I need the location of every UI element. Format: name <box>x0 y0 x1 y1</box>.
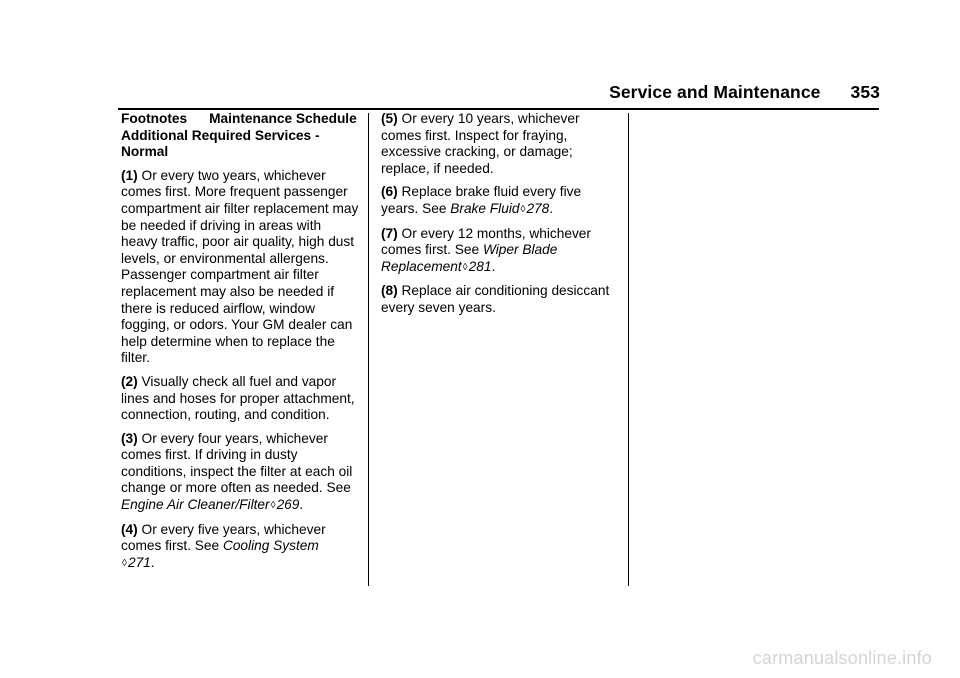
page-reference[interactable]: 271 <box>127 554 151 570</box>
header-rule <box>118 108 879 110</box>
footnote-number: (5) <box>381 111 398 126</box>
footnote-text: Or every four years, whichever comes first. If driving in dusty conditions, inspect the filter at each oil change or more often as needed. See <box>121 430 353 496</box>
punctuation: . <box>549 200 554 216</box>
cross-reference-link[interactable]: Wiper Blade Replacement <box>381 242 558 274</box>
footnote-number: (1) <box>121 167 138 183</box>
heading-footnotes: Footnotes <box>121 111 188 126</box>
page-reference[interactable]: 269 <box>276 497 300 513</box>
page-ref-icon: ◊ <box>270 500 276 512</box>
punctuation: . <box>150 554 155 570</box>
footnote-4 <box>121 522 359 573</box>
footnote-5 <box>381 111 619 177</box>
page-number: 353 <box>850 82 880 102</box>
footnote-number: (4) <box>121 521 138 537</box>
footnote-text: Replace brake fluid every five years. See <box>381 184 582 216</box>
page-header <box>600 82 880 106</box>
footnote-8 <box>381 283 619 316</box>
column-left <box>121 111 359 579</box>
punctuation: . <box>491 258 496 274</box>
page-ref-icon: ◊ <box>520 203 526 215</box>
page-ref-icon: ◊ <box>122 557 127 569</box>
footnote-1 <box>121 168 359 367</box>
page-reference[interactable]: 281 <box>468 258 492 274</box>
cross-reference-link[interactable]: Cooling System <box>222 538 319 554</box>
watermark: carmanualsonline.info <box>752 648 932 668</box>
cross-reference-link[interactable]: Brake Fluid <box>450 200 520 216</box>
punctuation: . <box>299 497 304 513</box>
section-title: Service and Maintenance <box>609 82 821 102</box>
footnote-number: (6) <box>381 184 398 200</box>
heading-schedule: Maintenance Schedule Additional Required Services - Normal <box>121 111 357 160</box>
footnote-number: (3) <box>121 430 138 446</box>
footnote-6 <box>381 184 619 218</box>
footnote-number: (2) <box>121 373 138 389</box>
footnote-text: Or every five years, whichever comes first. See <box>121 521 326 554</box>
footnotes-heading <box>121 111 359 161</box>
cross-reference-link[interactable]: Engine Air Cleaner/Filter <box>121 497 270 513</box>
footnote-2 <box>121 374 359 424</box>
column-right <box>381 111 619 324</box>
footnote-number: (7) <box>381 225 398 241</box>
footnote-text: Or every 10 years, whichever comes first. Inspect for fraying, excessive cracking, or damage; replace, if needed. <box>381 111 580 176</box>
footnote-text: Or every 12 months, whichever comes first. See <box>381 225 591 258</box>
footnote-3 <box>121 431 359 515</box>
column-divider <box>628 113 629 586</box>
page-reference[interactable]: 278 <box>526 200 550 216</box>
footnote-number: (8) <box>381 283 398 299</box>
column-divider <box>368 113 369 586</box>
footnote-text: Or every two years, whichever comes first. More frequent passenger compartment air filter replacement may be needed if driving in areas with heavy traffic, poor air quality, high dust levels, or environmental allergens. Passenger compartment air filter replacement may also be needed if there is reduced airflow, window fogging, or odors. Your GM dealer can help determine when to replace the filter. <box>121 167 359 366</box>
footnote-text: Replace air conditioning desiccant every seven years. <box>381 283 610 315</box>
page-ref-icon: ◊ <box>462 261 468 273</box>
footnote-text: Visually check all fuel and vapor lines and hoses for proper attachment, connection, routing, and condition. <box>121 373 355 423</box>
footnote-7 <box>381 226 619 277</box>
